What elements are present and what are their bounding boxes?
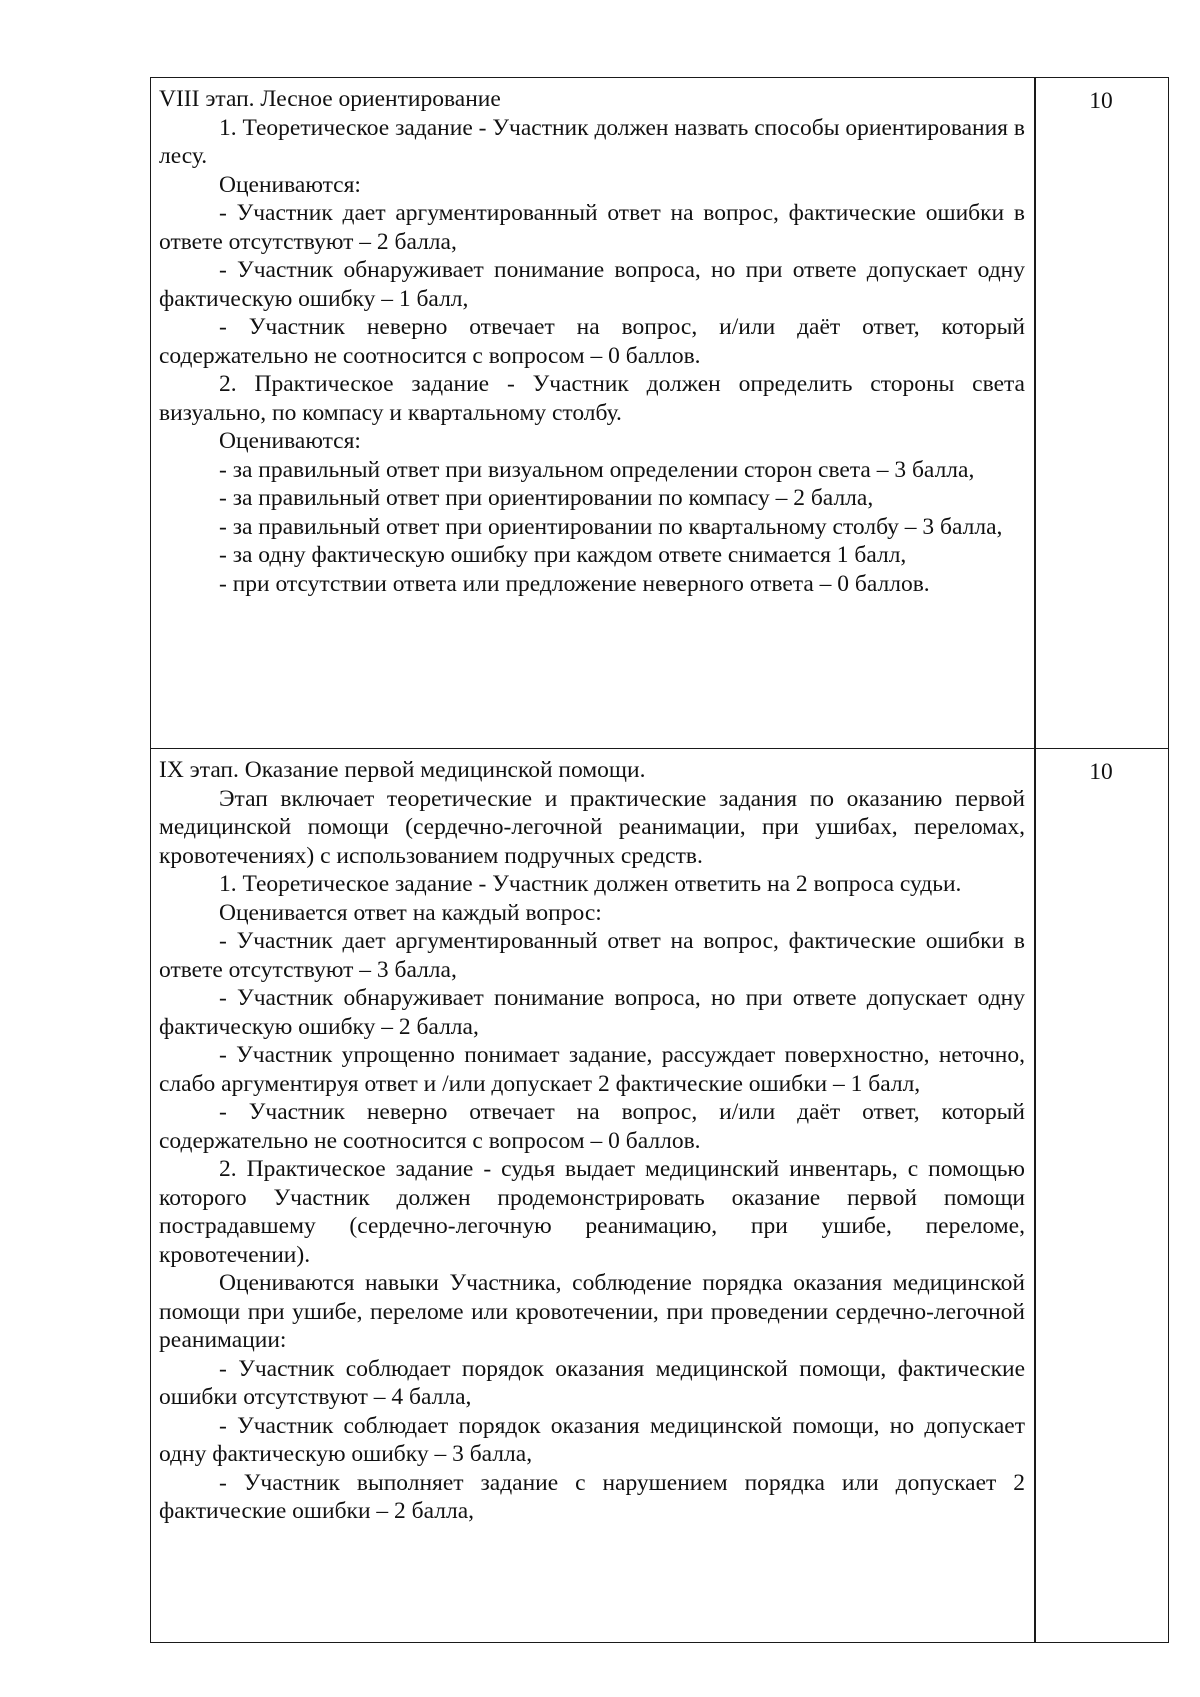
criteria-paragraph: 2. Практическое задание - судья выдает медицинский инвентарь, с помощью которого Участник должен продемонстрировать оказание первой помощи пострадавшему (сердечно-легочную реанимацию, при ушибе, переломе, кровотечении). xyxy=(159,1156,1025,1268)
column-divider xyxy=(1034,749,1036,1642)
criteria-paragraph: Этап включает теоретические и практические задания по оказанию первой медицинской помощи (сердечно-легочной реанимации, при ушибах, переломах, кровотечениях) с использованием подручных средств. xyxy=(159,785,1025,869)
criteria-paragraph: 1. Теоретическое задание - Участник должен назвать способы ориентирования в лесу. xyxy=(159,114,1025,169)
criteria-paragraph: - Участник выполняет задание с нарушением порядка или допускает 2 фактические ошибки – 2 балла, xyxy=(159,1469,1025,1524)
criteria-paragraph: Оцениваются: xyxy=(219,171,361,198)
criteria-paragraph: - Участник соблюдает порядок оказания медицинской помощи, фактические ошибки отсутствуют – 4 балла, xyxy=(159,1355,1025,1410)
criteria-paragraph: - Участник соблюдает порядок оказания медицинской помощи, но допускает одну фактическую ошибку – 3 балла, xyxy=(159,1412,1025,1467)
criteria-paragraph: - за одну фактическую ошибку при каждом ответе снимается 1 балл, xyxy=(219,542,907,568)
assessment-table xyxy=(150,77,1169,1643)
criteria-paragraph: - за правильный ответ при ориентировании по компасу – 2 балла, xyxy=(219,485,874,511)
criteria-paragraph: - за правильный ответ при визуальном определении сторон света – 3 балла, xyxy=(219,456,975,483)
criteria-paragraph: - при отсутствии ответа или предложение неверного ответа – 0 баллов. xyxy=(219,570,930,597)
criteria-paragraph: - Участник дает аргументированный ответ на вопрос, фактические ошибки в ответе отсутствуют – 2 балла, xyxy=(159,200,1025,255)
criteria-paragraph: - за правильный ответ при ориентировании по квартальному столбу – 3 балла, xyxy=(219,513,1003,540)
stage-title: VIII этап. Лесное ориентирование xyxy=(159,86,501,112)
score-cell: 10 xyxy=(1089,759,1113,785)
criteria-paragraph: - Участник упрощенно понимает задание, рассуждает поверхностно, неточно, слабо аргументируя ответ и /или допускает 2 фактические ошибки – 1 балл, xyxy=(159,1042,1025,1097)
table-row-stage-9 xyxy=(151,749,1168,1642)
stage-title: IX этап. Оказание первой медицинской помощи. xyxy=(159,757,646,783)
criteria-cell xyxy=(159,85,1025,598)
criteria-paragraph: - Участник неверно отвечает на вопрос, и/или даёт ответ, который содержательно не соотносится с вопросом – 0 баллов. xyxy=(159,314,1025,369)
criteria-paragraph: Оценивается ответ на каждый вопрос: xyxy=(219,899,602,926)
criteria-paragraph: 1. Теоретическое задание - Участник должен ответить на 2 вопроса судьи. xyxy=(219,871,962,897)
score-cell: 10 xyxy=(1089,88,1113,114)
criteria-paragraph: Оцениваются навыки Участника, соблюдение порядка оказания медицинской помощи при ушибе, переломе или кровотечении, при проведении сердечно-легочной реанимации: xyxy=(159,1270,1025,1353)
criteria-paragraph: - Участник неверно отвечает на вопрос, и/или даёт ответ, который содержательно не соотносится с вопросом – 0 баллов. xyxy=(159,1099,1025,1154)
column-divider xyxy=(1034,78,1036,748)
criteria-paragraph: - Участник дает аргументированный ответ на вопрос, фактические ошибки в ответе отсутствуют – 3 балла, xyxy=(159,928,1025,983)
criteria-paragraph: - Участник обнаруживает понимание вопроса, но при ответе допускает одну фактическую ошибку – 1 балл, xyxy=(159,257,1025,312)
criteria-paragraph: 2. Практическое задание - Участник должен определить стороны света визуально, по компасу и квартальному столбу. xyxy=(159,371,1025,426)
criteria-paragraph: - Участник обнаруживает понимание вопроса, но при ответе допускает одну фактическую ошибку – 2 балла, xyxy=(159,985,1025,1040)
criteria-cell xyxy=(159,756,1025,1526)
criteria-paragraph: Оцениваются: xyxy=(219,428,361,454)
table-row-stage-8 xyxy=(151,78,1168,749)
